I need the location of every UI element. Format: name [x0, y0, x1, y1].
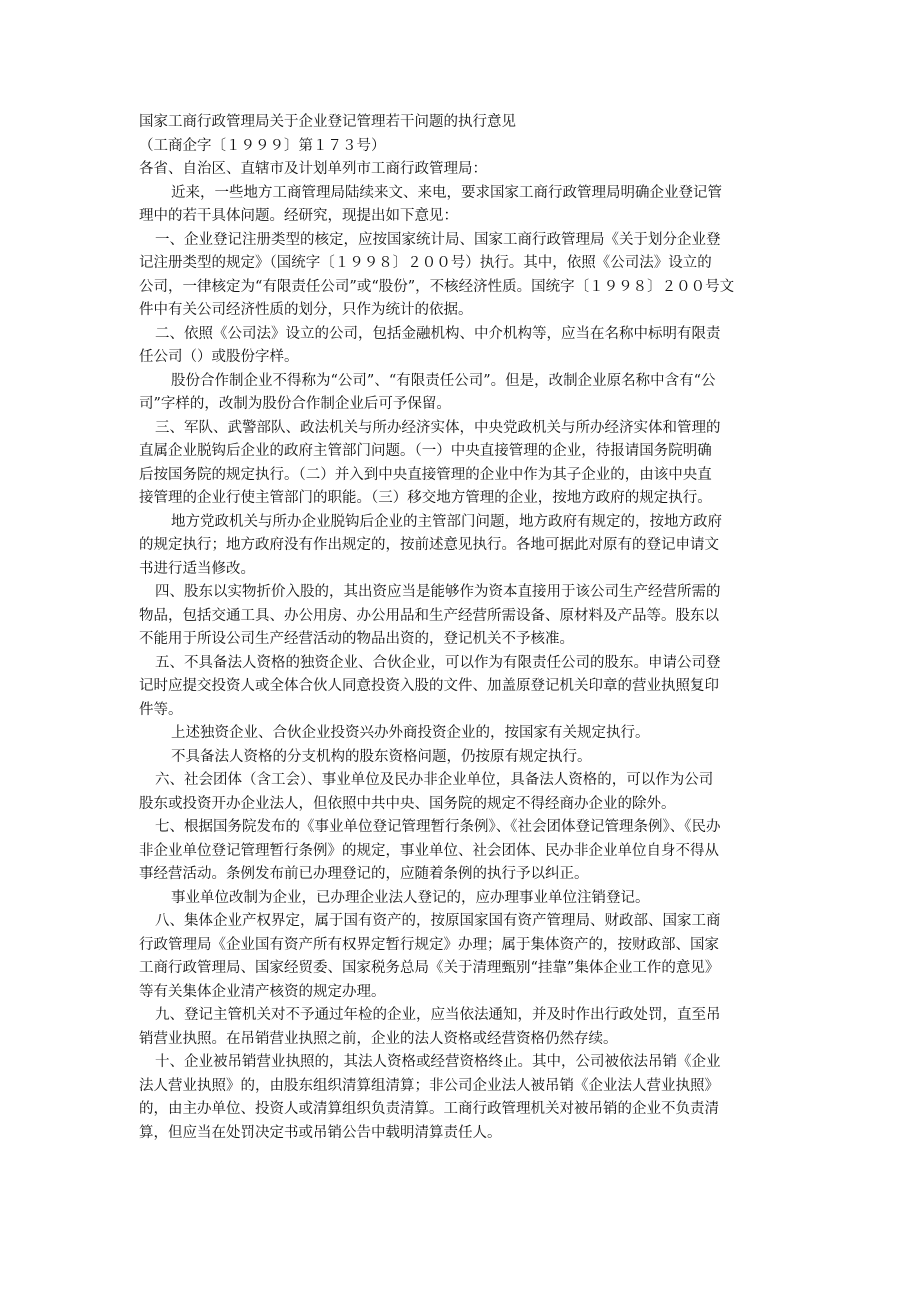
- body-line: 算，但应当在处罚决定书或吊销公告中载明清算责任人。: [139, 1124, 502, 1141]
- body-line: 不能用于所设公司生产经营活动的物品出资的，登记机关不予核准。: [139, 631, 574, 647]
- body-line: 十、企业被吊销营业执照的，其法人资格或经营资格终止。其中，公司被依法吊销《企业: [155, 1054, 721, 1070]
- document-page: [139, 111, 784, 1145]
- body-line: 任公司（）或股份字样。: [139, 349, 299, 365]
- document-addressee: 各省、自治区、直辖市及计划单列市工商行政管理局：: [139, 161, 487, 177]
- body-line: 物品，包括交通工具、办公用房、办公用品和生产经营所需设备、原材料及产品等。股东以: [139, 607, 719, 624]
- document-number: （工商企字〔１９９９〕第１７３号）: [139, 137, 386, 154]
- body-line: 近来，一些地方工商管理局陆续来文、来电，要求国家工商行政管理局明确企业登记管: [171, 184, 722, 201]
- body-line: 事业单位改制为企业，已办理企业法人登记的，应办理事业单位注销登记。: [171, 889, 650, 906]
- body-line: 的，由主办单位、投资人或清算组织负责清算。工商行政管理机关对被吊销的企业不负责清: [139, 1101, 719, 1117]
- body-line: 书进行适当修改。: [139, 560, 255, 577]
- body-line: 非企业单位登记管理暂行条例》的规定，事业单位、社会团体、民办非企业单位自身不得从: [139, 842, 719, 859]
- body-line: 工商行政管理局、国家经贸委、国家税务总局《关于清理甄别“挂靠”集体企业工作的意见》: [139, 960, 720, 976]
- body-line: 法人营业执照》的，由股东组织清算组清算；非公司企业法人被吊销《企业法人营业执照》: [139, 1077, 719, 1094]
- body-line: 股东或投资开办企业法人，但依照中共中央、国务院的规定不得经商办企业的除外。: [139, 795, 676, 812]
- body-line: 八、集体企业产权界定，属于国有资产的，按原国家国有资产管理局、财政部、国家工商: [155, 913, 721, 929]
- body-line: 五、不具备法人资格的独资企业、合伙企业，可以作为有限责任公司的股东。申请公司登: [155, 654, 721, 671]
- body-line: 件中有关公司经济性质的划分，只作为统计的依据。: [139, 302, 473, 318]
- body-line: 六、社会团体（含工会）、事业单位及民办非企业单位，具备法人资格的，可以作为公司: [155, 772, 714, 788]
- body-line: 接管理的企业行使主管部门的职能。（三）移交地方管理的企业，按地方政府的规定执行。: [139, 490, 712, 506]
- body-line: 等有关集体企业清产核资的规定办理。: [139, 983, 386, 1000]
- body-line: 一、企业登记注册类型的核定，应按国家统计局、国家工商行政管理局《关于划分企业登: [155, 231, 721, 248]
- body-line: 九、登记主管机关对不予通过年检的企业，应当依法通知，并及时作出行政处罚，直至吊: [155, 1007, 721, 1023]
- body-line: 不具备法人资格的分支机构的股东资格问题，仍按原有规定执行。: [171, 748, 592, 765]
- body-line: 地方党政机关与所办企业脱钩后企业的主管部门问题，地方政府有规定的，按地方政府: [171, 513, 722, 530]
- body-line: 七、根据国务院发布的《事业单位登记管理暂行条例》、《社会团体登记管理条例》、《民办: [155, 819, 721, 835]
- body-line: 销营业执照。在吊销营业执照之前，企业的法人资格或经营资格仍然存续。: [139, 1030, 618, 1047]
- body-line: 事经营活动。条例发布前已办理登记的，应随着条例的执行予以纠正。: [139, 866, 589, 882]
- body-line: 股份合作制企业不得称为“公司”、“有限责任公司”。但是，改制企业原名称中含有“公: [171, 372, 716, 389]
- body-line: 后按国务院的规定执行。（二）并入到中央直接管理的企业中作为其子企业的，由该中央直: [139, 466, 712, 483]
- body-line: 直属企业脱钩后企业的政府主管部门问题。（一）中央直接管理的企业，待报请国务院明确: [139, 443, 712, 459]
- body-line: 理中的若干具体问题。经研究，现提出如下意见：: [139, 208, 458, 224]
- body-line: 记注册类型的规定》（国统字〔１９９８〕２００号）执行。其中，依照《公司法》设立的: [139, 255, 712, 271]
- body-line: 公司，一律核定为“有限责任公司”或“股份”，不核经济性质。国统字〔１９９８〕２００号文: [139, 278, 735, 295]
- body-line: 上述独资企业、合伙企业投资兴办外商投资企业的，按国家有关规定执行。: [171, 725, 650, 741]
- body-line: 记时应提交投资人或全体合伙人同意投资入股的文件、加盖原登记机关印章的营业执照复印: [139, 678, 719, 694]
- body-line: 的规定执行；地方政府没有作出规定的，按前述意见执行。各地可据此对原有的登记申请文: [139, 537, 719, 553]
- body-line: 三、军队、武警部队、政法机关与所办经济实体，中央党政机关与所办经济实体和管理的: [155, 419, 721, 436]
- body-line: 行政管理局《企业国有资产所有权界定暂行规定》办理；属于集体资产的，按财政部、国家: [139, 936, 719, 953]
- body-line: 二、依照《公司法》设立的公司，包括金融机构、中介机构等，应当在名称中标明有限责: [155, 325, 721, 342]
- document-title: 国家工商行政管理局关于企业登记管理若干问题的执行意见: [139, 114, 516, 130]
- body-line: 件等。: [139, 701, 183, 718]
- body-line: 四、股东以实物折价入股的，其出资应当是能够作为资本直接用于该公司生产经营所需的: [155, 584, 721, 600]
- document-body: [139, 182, 784, 1146]
- body-line: 司”字样的，改制为股份合作制企业后可予保留。: [139, 396, 451, 412]
